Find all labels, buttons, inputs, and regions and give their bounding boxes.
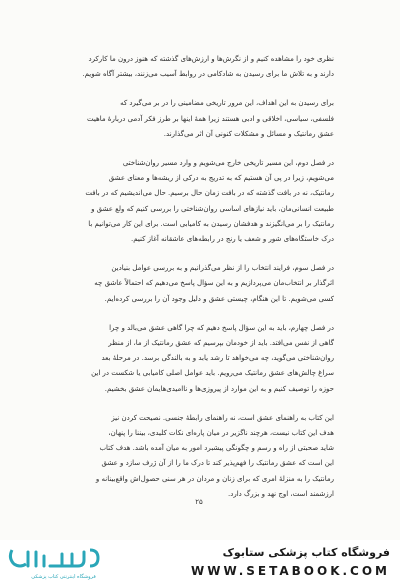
text-line: ارزشمند است، اوج نهد و بزرگ دارد. [227,489,334,498]
paragraph [66,52,334,82]
text-line: کسی می‌شویم. تا این هنگام، چیستی عشق و دلیل وجود آن را بررسی کرده‌ایم. [104,294,334,303]
text-line: در فصل دوم، این مسیر تاریخی خارج می‌شویم و وارد مسیر روان‌شناختی [122,159,334,168]
text-line: نظری خود را مشاهده کنیم و از نگرش‌ها و ارزش‌های گذشته که هنوز درون ما کارکرد [88,55,334,63]
logo-subtext: فروشگاه اینترنتی کتاب پزشکی [31,574,96,580]
text-line: شاید صحبتی از راه و رسم و چگونگی پیشبرد امور به میان آمده باشد. هدف کتاب [99,444,334,453]
text-line: رمانتیک را بر می‌انگیزند و هدفشان رسیدن به کامیابی است. برای این کار می‌توانیم با [88,219,334,228]
text-line: سراغ چالش‌های عشق رمانتیک می‌رویم. باید عوامل اصلی کامیابی یا شکست در این [91,369,334,378]
setabook-logo[interactable] [6,544,106,584]
store-footer [0,540,400,587]
page-number: ۲۵ [195,498,203,506]
text-line: برای رسیدن به این اهداف، این مرور تاریخی مضامینی را در بر می‌گیرد که [120,99,334,108]
text-line: این کتاب به راهنمای عشق است، نه راهنمای رابطهٔ جنسی. نصیحت کردن نیز [111,413,334,422]
paragraph [66,321,334,397]
paragraph [66,96,334,142]
text-line: این است که عشق رمانتیک را فهم‌پذیر کند تا درک ما را از آن ژرف سازد و عشق [101,459,334,468]
body-text [66,52,334,516]
paragraph [66,261,334,307]
text-line: طبیعت انسانی‌مان، باید نیازهای اساسی روان‌شناختی را بررسی کنیم که ولع عشق و [91,204,334,213]
text-line: درک خاستگاه‌های شور و شعف یا رنج در رابطه‌های عاشقانه آغاز کنیم. [131,235,334,244]
text-line: رمانتیک، نه در بافت گذشته که در بافت زمان حال برسیم. حال می‌اندیشیم که در بافت [85,189,334,198]
text-line: دارند و به تلاش ما برای رسیدن به شادکامی در روابط آسیب می‌زنند، بیشتر آگاه شویم. [82,70,334,79]
text-line: هدف این کتاب نیست، هرچند ناگزیر در میان پاره‌ای نکات کلیدی، بیننا را پنهان، [108,429,334,438]
text-line: اثرگذار بر انتخاب‌مان می‌پردازیم و به این سؤال پاسخ می‌دهیم که احتمالاً عاشق چه [94,279,334,288]
text-line: رمانتیک را به منزلهٔ امری که برای زنان و مردان در هر سنی حصول‌اش واقع‌بینانه و [95,474,334,483]
paragraph [66,411,334,502]
text-line: در فصل سوم، فرایند انتخاب را از نظر می‌گذرانیم و به بررسی عوامل بنیادین [111,264,334,273]
text-line: گاهی از نفس می‌افتد. باید از خودمان بپرسیم که عشق رمانتیک از ما، از منظر [108,339,334,348]
text-line: می‌شویم، زیرا در پی آن هستیم که به تدریج به درکی از ریشه‌ها و معنای عشق [108,174,334,183]
text-line: حوزه را توصیف کنیم و به این موارد از پیروزی‌ها و ناامیدی‌هایمان عشق بخشیم. [104,384,334,393]
text-line: فلسفی، سیاسی، اخلاقی و ادبی هستند زیرا همهٔ اینها بر طرز فکر آدمی دربارهٔ ماهیت [87,114,334,123]
setabook-logo-icon [6,544,106,574]
store-url[interactable]: WWW.SETABOOK.COM [190,564,390,578]
paragraph [66,156,334,247]
text-line: در فصل چهارم، باید به این سؤال پاسخ دهیم که چرا گاهی عشق می‌بالد و چرا [109,323,334,332]
store-name: فروشگاه کتاب پزشکی ستابوک [222,546,390,559]
text-line: عشق رمانتیک و مسائل و مشکلات کنونی آن اثر می‌گذارند. [163,129,334,138]
text-line: روان‌شناختی می‌گوید، چه می‌خواهد تا رشد یابد و به بالندگی برسد. در مرحلهٔ بعد [101,354,334,363]
